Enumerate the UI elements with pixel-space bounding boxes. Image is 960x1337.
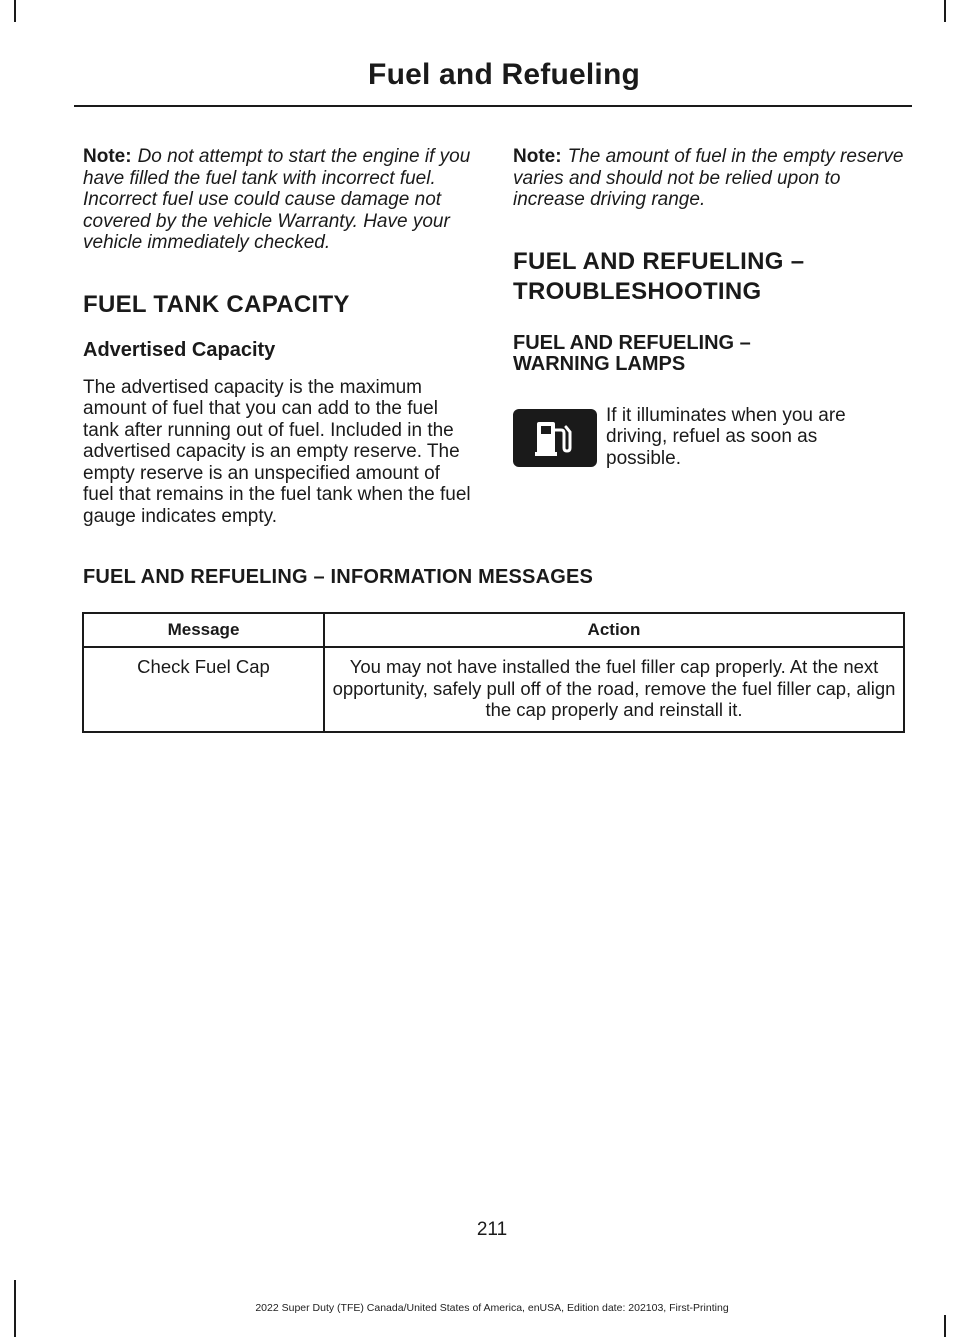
subheading-warning-lamps xyxy=(513,333,905,375)
subheading-line-2: WARNING LAMPS xyxy=(513,352,686,375)
section-heading-line-1: FUEL AND REFUELING – xyxy=(513,247,805,275)
table-row xyxy=(83,647,904,732)
left-column xyxy=(83,146,475,527)
warning-lamp-text: If it illuminates when you are driving, refuel as soon as possible. xyxy=(606,404,846,469)
section-heading-troubleshooting xyxy=(513,247,905,307)
section-heading-line-2: TROUBLESHOOTING xyxy=(513,277,762,305)
crop-mark-top-right xyxy=(944,0,946,22)
note-text: The amount of fuel in the empty reserve varies and should not be relied upon to increase driving range. xyxy=(513,146,904,210)
page-title: Fuel and Refueling xyxy=(368,58,640,91)
footer-edition-info: 2022 Super Duty (TFE) Canada/United States of America, enUSA, Edition date: 202103, First-Printing xyxy=(255,1302,729,1314)
note-text: Do not attempt to start the engine if you have filled the fuel tank with incorrect fuel. Incorrect fuel use could cause damage not covered by the vehicle Warranty. Have your vehicle immediately checked. xyxy=(83,146,471,253)
information-messages-table xyxy=(82,612,905,733)
note-label: Note: xyxy=(83,146,132,167)
column-header-message: Message xyxy=(83,613,324,647)
message-cell: Check Fuel Cap xyxy=(83,647,324,732)
warning-lamp-row xyxy=(513,405,905,470)
note-empty-reserve xyxy=(513,146,905,211)
page-number: 211 xyxy=(476,1219,508,1240)
table-header-row xyxy=(83,613,904,647)
subheading-advertised-capacity: Advertised Capacity xyxy=(83,338,276,361)
subheading-line-1: FUEL AND REFUELING – xyxy=(513,331,751,354)
action-cell: You may not have installed the fuel filler cap properly. At the next opportunity, safely pull off of the road, remove the fuel filler cap, align the cap properly and reinstall it. xyxy=(324,647,904,732)
crop-mark-top-left xyxy=(14,0,16,22)
section-heading-information-messages: FUEL AND REFUELING – INFORMATION MESSAGES xyxy=(83,566,594,588)
right-column xyxy=(513,146,905,469)
crop-mark-bottom-right xyxy=(944,1315,946,1337)
fuel-pump-icon xyxy=(513,409,597,467)
header-divider xyxy=(74,105,912,107)
column-header-action: Action xyxy=(324,613,904,647)
advertised-capacity-text: The advertised capacity is the maximum amount of fuel that you can add to the fuel tank after running out of fuel. Included in the advertised capacity is an empty reserve. The empty reserve is an unspecified amount of fuel that remains in the fuel tank when the fuel gauge indicates empty. xyxy=(83,376,471,527)
note-incorrect-fuel xyxy=(83,146,475,254)
section-heading-fuel-tank-capacity: FUEL TANK CAPACITY xyxy=(83,290,350,318)
note-label: Note: xyxy=(513,146,562,167)
